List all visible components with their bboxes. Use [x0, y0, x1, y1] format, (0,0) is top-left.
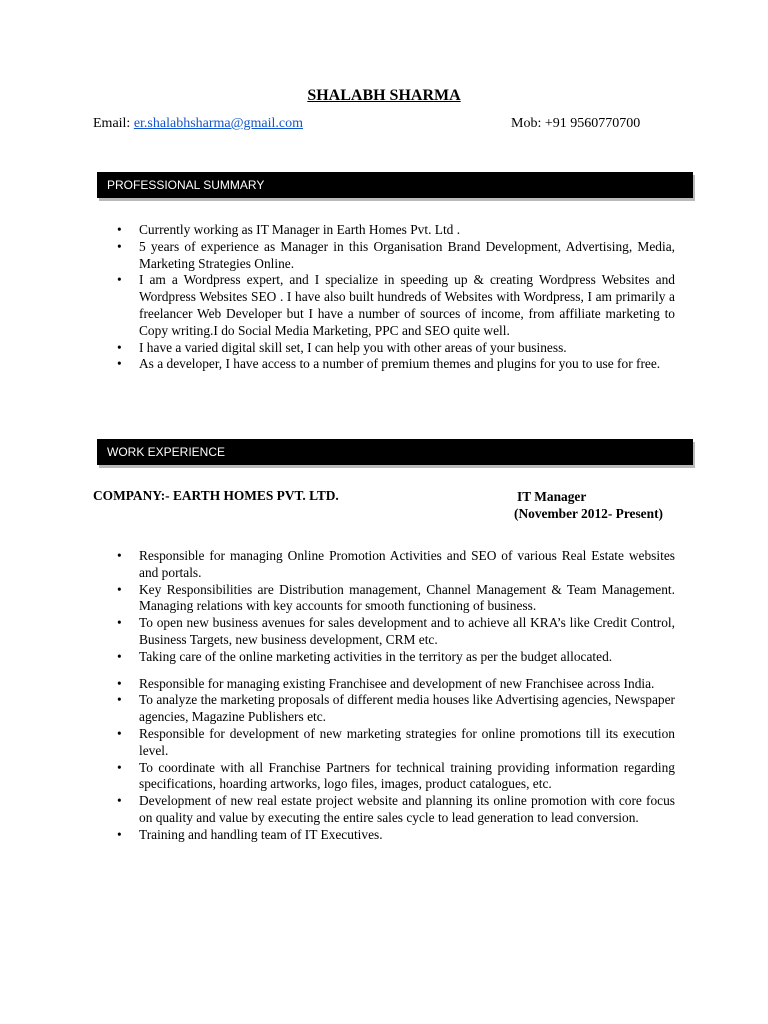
professional-summary-heading: PROFESSIONAL SUMMARY — [97, 172, 693, 198]
list-item: • To open new business avenues for sales development and to achieve all KRA’s like Credit Control, Business Targets, new business development, CRM etc. — [93, 615, 675, 649]
job-title: IT Manager — [517, 489, 587, 504]
list-item: • Development of new real estate project website and planning its online promotion with core focus on quality and value by executing the entire sales cycle to lead generation to lead conversion. — [93, 793, 675, 827]
list-item: • Responsible for managing existing Franchisee and development of new Franchisee across India. — [93, 676, 675, 693]
candidate-name: SHALABH SHARMA — [307, 87, 461, 104]
job-role — [514, 488, 663, 522]
list-item: • Responsible for development of new marketing strategies for online promotions till its execution level. — [93, 726, 675, 760]
list-item: • Key Responsibilities are Distribution management, Channel Management & Team Management. Managing relations with key accounts for smooth functioning of business. — [93, 582, 675, 616]
list-item: • As a developer, I have access to a number of premium themes and plugins for you to use for free. — [93, 356, 675, 373]
work-experience-heading: WORK EXPERIENCE — [97, 439, 693, 465]
list-item: • To coordinate with all Franchise Partners for technical training providing information regarding specifications, hoarding artworks, logo files, images, product catalogues, etc. — [93, 760, 675, 794]
list-item: • Currently working as IT Manager in Earth Homes Pvt. Ltd . — [93, 222, 675, 239]
email-label: Email: — [93, 116, 134, 131]
list-item: • To analyze the marketing proposals of different media houses like Advertising agencies, Newspaper agencies, Magazine Publishers etc. — [93, 692, 675, 726]
list-item: • I have a varied digital skill set, I can help you with other areas of your business. — [93, 340, 675, 357]
duties-list — [93, 548, 675, 844]
job-period: (November 2012- Present) — [514, 506, 663, 521]
mobile-number: Mob: +91 9560770700 — [511, 116, 641, 131]
company-name: COMPANY:- EARTH HOMES PVT. LTD. — [93, 488, 339, 503]
list-item: • Taking care of the online marketing activities in the territory as per the budget allocated. — [93, 649, 675, 666]
list-item: • I am a Wordpress expert, and I specialize in speeding up & creating Wordpress Websites and Wordpress Websites SEO . I have also built hundreds of Websites with Wordpress, I am primarily a freelancer Web Developer but I have a number of sources of income, from affiliate marketing to Copy writing.I do Social Media Marketing, PPC and SEO quite well. — [93, 272, 675, 339]
contact-line — [93, 116, 675, 132]
list-item: • 5 years of experience as Manager in this Organisation Brand Development, Advertising, Media, Marketing Strategies Online. — [93, 239, 675, 273]
summary-list — [93, 222, 675, 373]
email-link[interactable]: er.shalabhsharma@gmail.com — [133, 116, 304, 131]
list-item: • Responsible for managing Online Promotion Activities and SEO of various Real Estate websites and portals. — [93, 548, 675, 582]
list-item: • Training and handling team of IT Executives. — [93, 827, 675, 844]
